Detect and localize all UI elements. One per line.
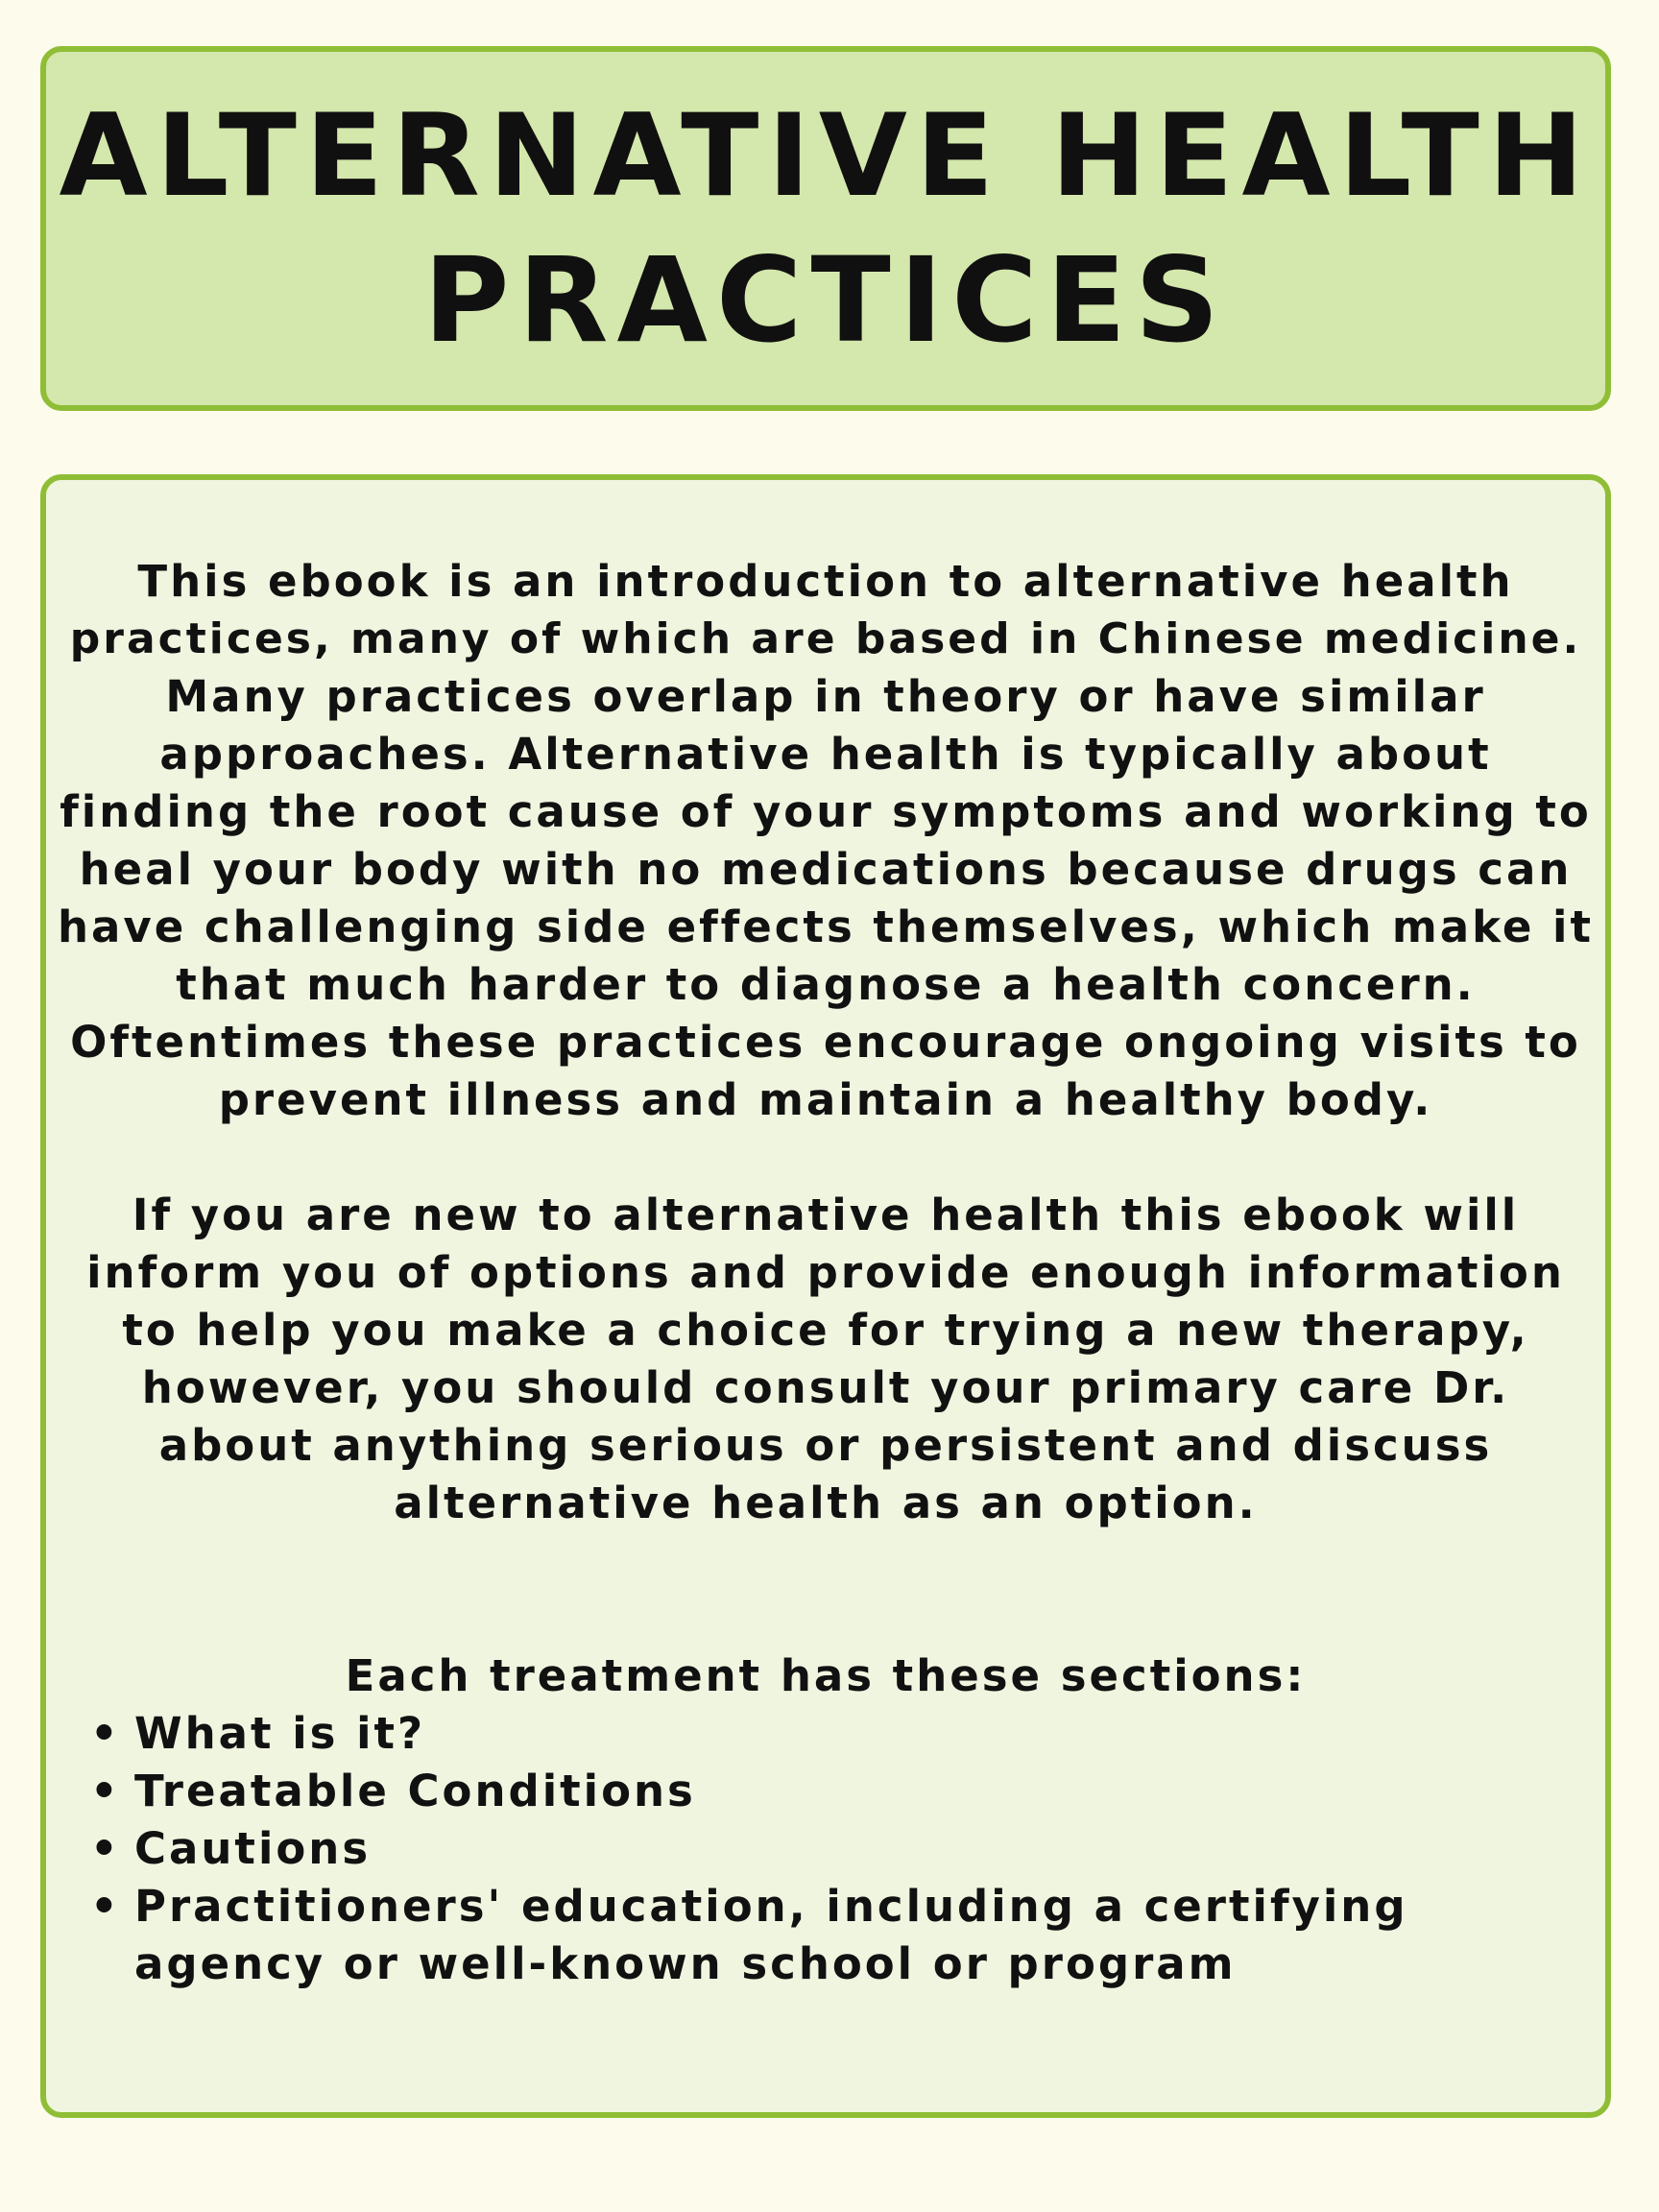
list-item-text: Practitioners' education, including a certifying [134, 1881, 1408, 1932]
text-line: Oftentimes these practices encourage ongoing visits to [70, 1017, 1581, 1068]
title-line-2: PRACTICES [423, 232, 1228, 369]
text-line: however, you should consult your primary care Dr. [141, 1362, 1510, 1413]
title-banner [40, 46, 1611, 411]
list-item [90, 1763, 1408, 1820]
text-line: prevent illness and maintain a healthy body. [218, 1074, 1433, 1125]
list-item [90, 1878, 1408, 1993]
bullet-icon: • [90, 1766, 121, 1816]
list-item-text: agency or well-known school or program [134, 1938, 1237, 1989]
list-item-text: Treatable Conditions [134, 1766, 696, 1816]
text-line: Many practices overlap in theory or have similar [165, 671, 1486, 722]
list-item [90, 1820, 1408, 1878]
sections-heading: Each treatment has these sections: [345, 1650, 1307, 1701]
sections-list [90, 1705, 1408, 1993]
intro-paragraph-2 [46, 1187, 1605, 1532]
list-item [90, 1705, 1408, 1763]
intro-paragraph-1 [46, 553, 1605, 1129]
text-line: alternative health as an option. [394, 1478, 1258, 1528]
bullet-icon: • [90, 1823, 121, 1874]
bullet-icon: • [90, 1881, 121, 1932]
text-line: that much harder to diagnose a health concern. [176, 959, 1476, 1010]
text-line: practices, many of which are based in Chinese medicine. [69, 614, 1582, 663]
list-item-text: What is it? [134, 1708, 426, 1759]
text-line: approaches. Alternative health is typically about [159, 729, 1492, 780]
text-line: about anything serious or persistent and discuss [158, 1420, 1493, 1471]
text-line: have challenging side effects themselves, which make it [58, 902, 1594, 952]
text-line: This ebook is an introduction to alternative health [137, 556, 1514, 607]
list-item-text: Cautions [134, 1823, 372, 1874]
text-line: to help you make a choice for trying a new therapy, [122, 1305, 1529, 1356]
content-panel [40, 474, 1611, 2118]
text-line: heal your body with no medications because drugs can [79, 844, 1573, 895]
text-line: If you are new to alternative health this ebook will [132, 1190, 1520, 1240]
text-line: finding the root cause of your symptoms and working to [60, 786, 1592, 837]
bullet-icon: • [90, 1708, 121, 1759]
text-line: inform you of options and provide enough information [86, 1247, 1565, 1298]
title-line-1: ALTERNATIVE HEALTH [59, 90, 1593, 223]
